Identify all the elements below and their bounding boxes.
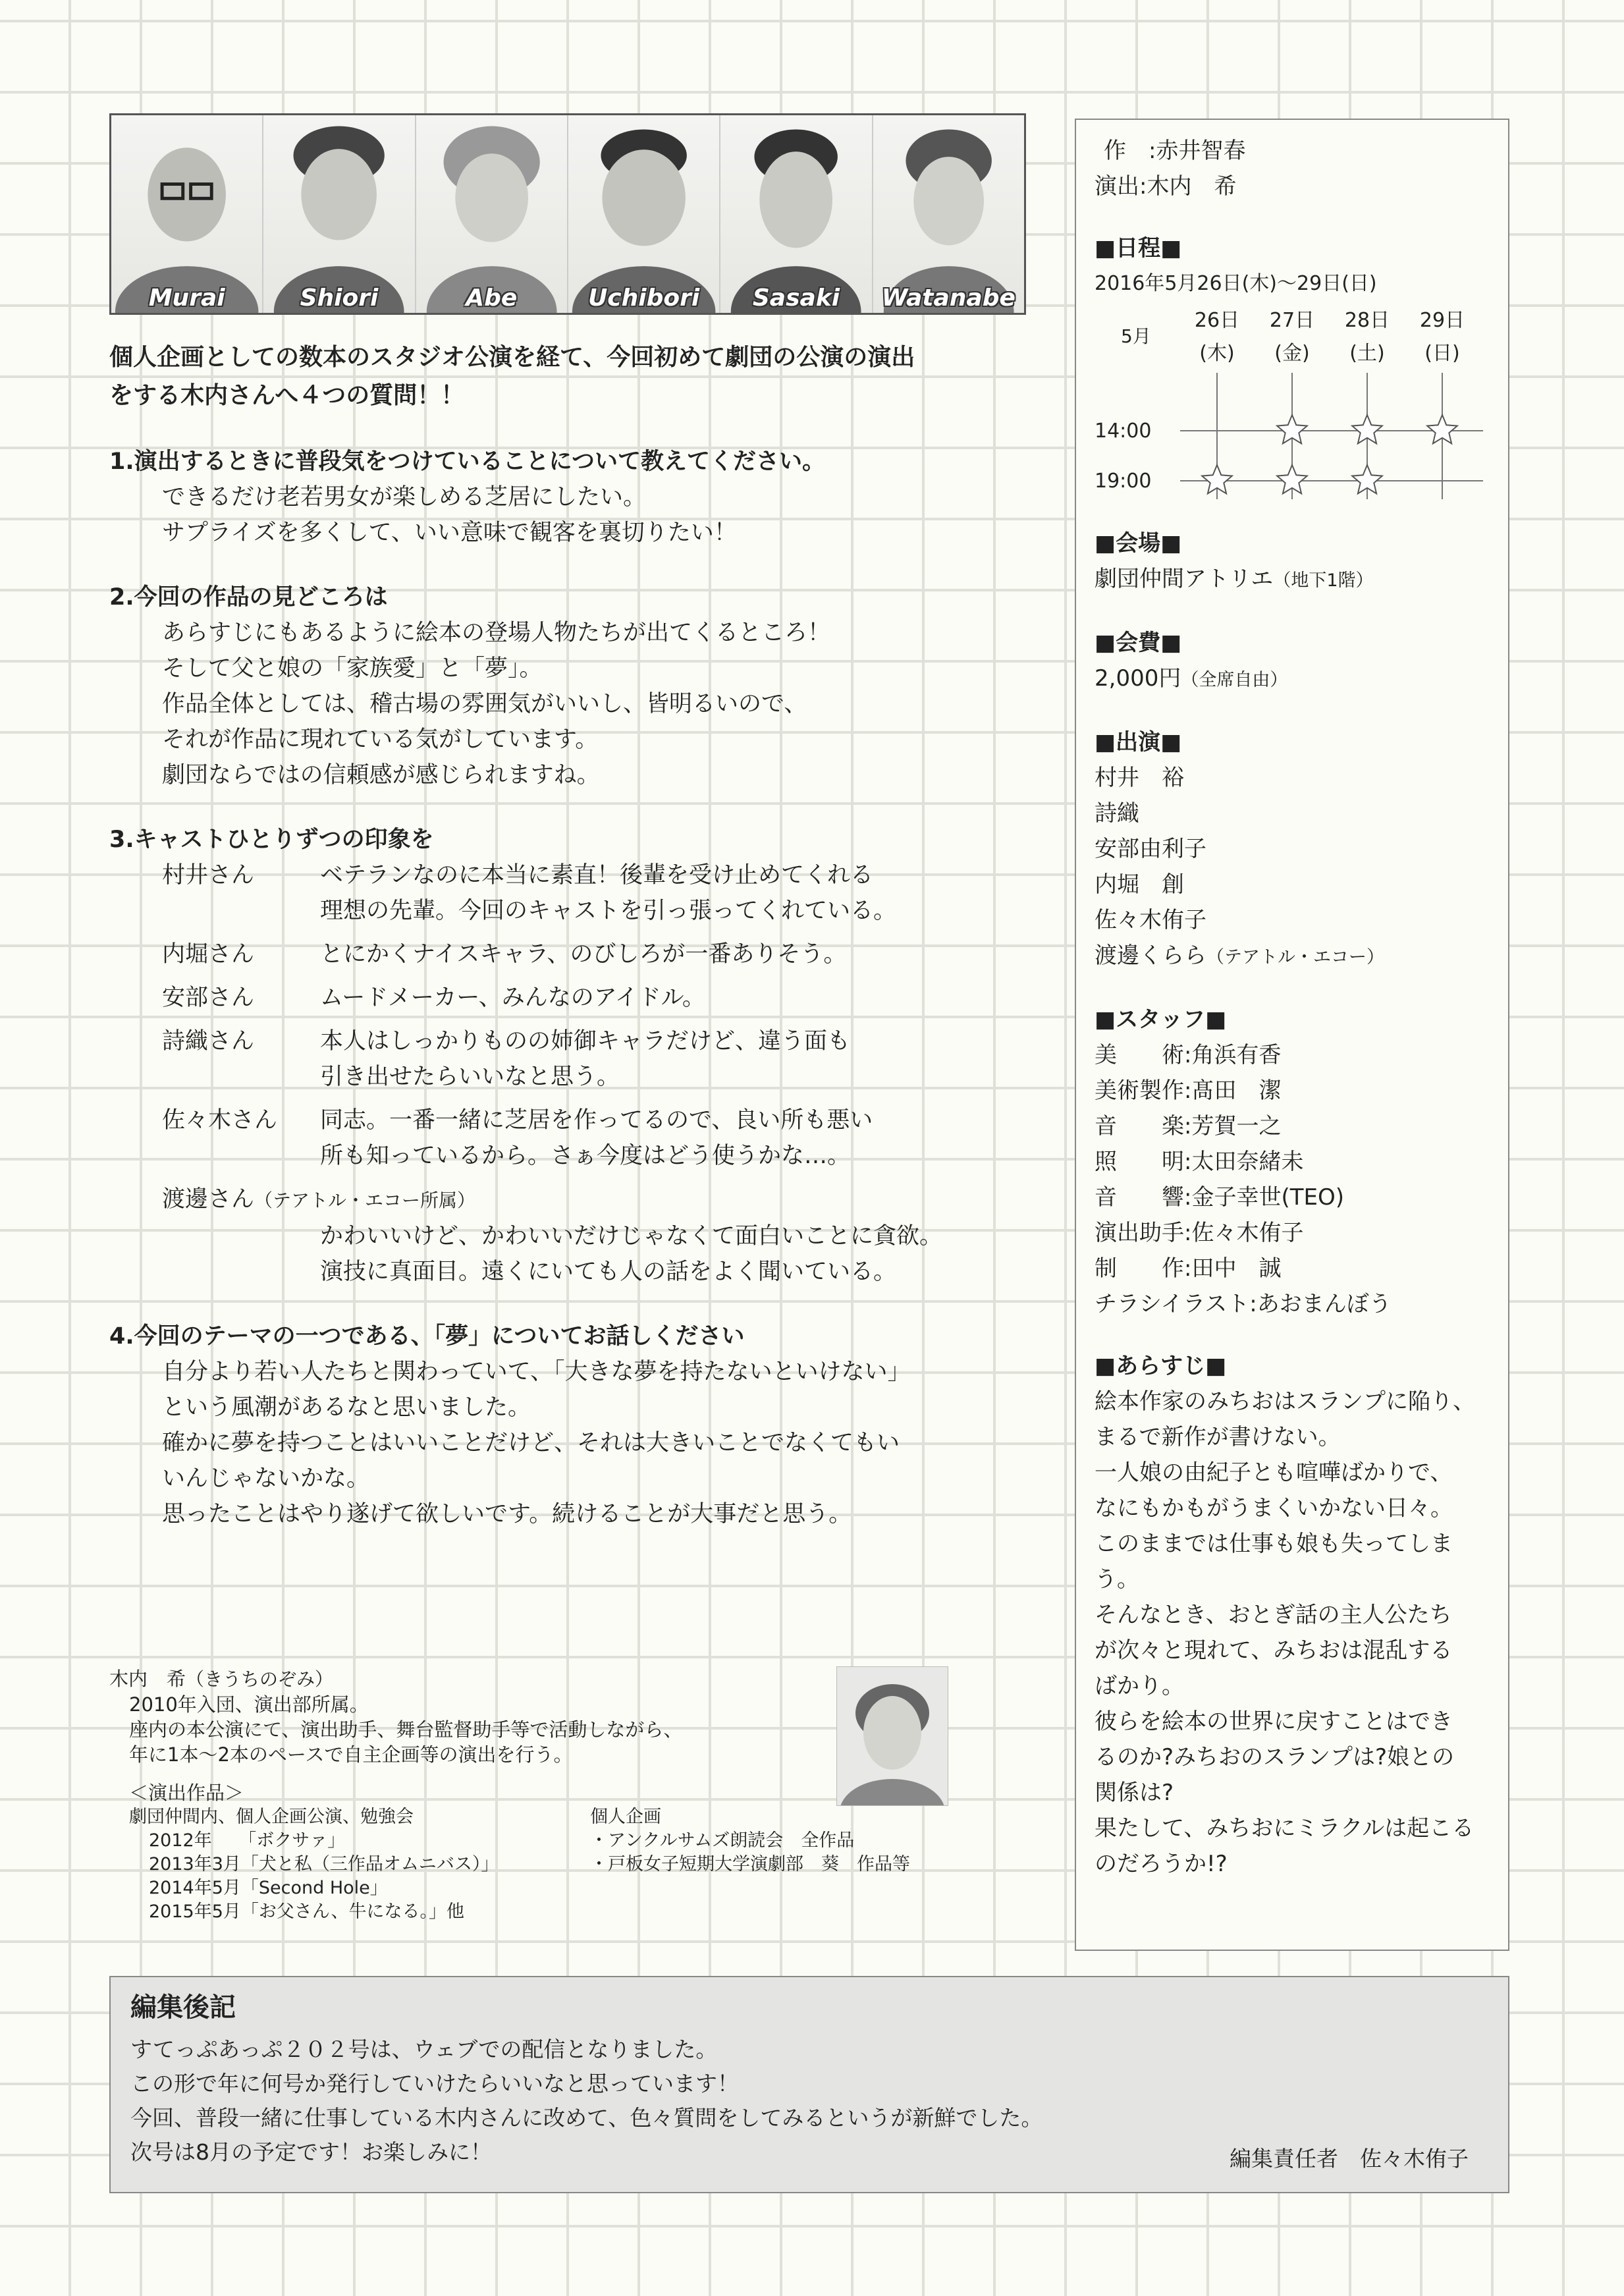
cast-impression xyxy=(109,1024,1031,1095)
schedule-time: 14:00 xyxy=(1095,420,1152,443)
answer-line: 確かに夢を持つことはいいことだけど、それは大きいことでなくてもい xyxy=(162,1430,900,1456)
answer-line: それが作品に現れている気がしています。 xyxy=(162,726,599,753)
cast-impression-line: とにかくナイスキャラ、のびしろが一番ありそう。 xyxy=(320,941,847,968)
works-list xyxy=(109,1805,965,1924)
works-item: 2013年3月「犬と私（三作品オムニバス）」 xyxy=(149,1854,499,1874)
fee-heading: ■会費■ xyxy=(1095,630,1182,656)
fee-note: （全席自由） xyxy=(1181,670,1288,690)
schedule-range: 2016年5月26日(木)〜29日(日) xyxy=(1095,272,1377,295)
portrait-name: Watanabe xyxy=(881,285,1015,312)
answer-line: できるだけ老若男女が楽しめる芝居にしたい。 xyxy=(162,484,647,510)
staff-credit: 美 術:角浜有香 xyxy=(1095,1042,1282,1068)
synopsis-line: このままでは仕事も娘も失ってしま xyxy=(1095,1531,1453,1557)
schedule-day-weekday: (日) xyxy=(1424,342,1460,365)
answer-line: そして父と娘の「家族愛」と「夢」。 xyxy=(162,655,543,682)
schedule-heading: ■日程■ xyxy=(1095,235,1182,261)
cast-impression-line: かわいいけど、かわいいだけじゃなくて面白いことに貪欲。 xyxy=(320,1223,943,1249)
cast-impression-name: 村井さん xyxy=(162,862,255,888)
cast-impression-line: 同志。一番一緒に芝居を作ってるので、良い所も悪い xyxy=(320,1107,873,1134)
cast-impression xyxy=(109,858,1031,929)
cast-impression-name: 佐々木さん xyxy=(162,1107,278,1134)
cast-member: 渡邊くらら xyxy=(1095,943,1206,969)
editors-note-line: 次号は8月の予定です！お楽しみに！ xyxy=(130,2139,492,2165)
portrait-face-icon xyxy=(111,115,262,313)
cast-impression-line: 本人はしっかりものの姉御キャラだけど、違う面も xyxy=(320,1028,851,1054)
cast-impression-line: ベテランなのに本当に素直！後輩を受け止めてくれる xyxy=(320,862,874,888)
synopsis-line: が次々と現れて、みちおは混乱する xyxy=(1095,1637,1453,1664)
staff-credit: 演出助手:佐々木侑子 xyxy=(1095,1220,1304,1246)
profile-bio-line: 2010年入団、演出部所属。 xyxy=(129,1693,369,1716)
synopsis-line: 一人娘の由紀子とも喧嘩ばかりで、 xyxy=(1095,1460,1453,1486)
portrait-watanabe xyxy=(873,115,1024,313)
profile-bio-line: 年に1本〜2本のペースで自主企画等の演出を行う。 xyxy=(129,1743,573,1766)
fee-line xyxy=(1095,661,1490,698)
venue-note: （地下1階） xyxy=(1273,570,1374,591)
answer-line: という風潮があるなと思いました。 xyxy=(162,1394,531,1421)
synopsis-text xyxy=(1095,1384,1490,1882)
author-credit: 作 :赤井智春 xyxy=(1104,138,1246,164)
answer-line: 作品全体としては、稽古場の雰囲気がいいし、皆明るいので、 xyxy=(162,691,807,717)
cast-impression-line: 所も知っているから。さぁ今度はどう使うかな…。 xyxy=(320,1143,851,1169)
schedule-month: 5月 xyxy=(1121,325,1151,347)
portrait-face-icon xyxy=(416,115,567,313)
synopsis-line: そんなとき、おとぎ話の主人公たち xyxy=(1095,1602,1452,1628)
cast-impression-name: 渡邊さん xyxy=(162,1186,255,1213)
synopsis-line: 果たして、みちおにミラクルは起こる xyxy=(1095,1815,1475,1842)
schedule-day-date: 27日 xyxy=(1269,309,1315,332)
cast-impression-watanabe-heading xyxy=(109,1182,1031,1218)
affiliation-note: （テアトル・エコー） xyxy=(1206,947,1384,968)
synopsis-line: ばかり。 xyxy=(1095,1673,1184,1699)
synopsis-line: 絵本作家のみちおはスランプに陥り、 xyxy=(1095,1388,1475,1415)
portrait-shiori xyxy=(263,115,416,313)
cast-member-last xyxy=(1095,938,1490,975)
cast-member: 内堀 創 xyxy=(1095,871,1184,898)
works-item: 個人企画 xyxy=(590,1807,661,1827)
cast-impression-name: 安部さん xyxy=(162,985,255,1011)
portrait-abe xyxy=(416,115,568,313)
cast-photo-strip xyxy=(109,113,1026,315)
cast-impression xyxy=(109,937,1031,972)
interview-column xyxy=(109,339,1031,1532)
works-item: ・戸板女子短期大学演劇部 葵 作品等 xyxy=(590,1854,910,1874)
answer-line: 自分より若い人たちと関わっていて、「大きな夢を持たないといけない」 xyxy=(162,1359,911,1385)
cast-member: 詩織 xyxy=(1095,800,1139,827)
venue-line xyxy=(1095,561,1490,599)
portrait-name: Sasaki xyxy=(752,285,840,312)
works-item: 2012年 「ボクサァ」 xyxy=(149,1830,346,1851)
intro-line: 個人企画としての数本のスタジオ公演を経て、今回初めて劇団の公演の演出 xyxy=(109,344,915,371)
schedule-grid xyxy=(1095,302,1490,499)
portrait-name: Uchibori xyxy=(588,285,700,312)
staff-credit: チラシイラスト:あおまんぼう xyxy=(1095,1291,1392,1317)
cast-impression-line: 引き出せたらいいなと思う。 xyxy=(320,1064,620,1090)
cast-impression-line: 理想の先輩。今回のキャストを引っ張ってくれている。 xyxy=(320,898,897,924)
synopsis-heading: ■あらすじ■ xyxy=(1095,1353,1227,1379)
editors-note-line: すてっぷあっぷ２０２号は、ウェブでの配信となりました。 xyxy=(130,2036,718,2062)
schedule-day-date: 29日 xyxy=(1419,309,1465,332)
portrait-name: Murai xyxy=(148,285,225,312)
cast-impression xyxy=(109,1103,1031,1174)
venue: 劇団仲間アトリエ xyxy=(1095,566,1274,592)
fee: 2,000円 xyxy=(1095,665,1181,692)
schedule-grid-chart xyxy=(1095,302,1490,499)
staff-credit: 美術製作:髙田 潔 xyxy=(1095,1078,1282,1104)
profile-name: 木内 希 xyxy=(109,1668,186,1690)
portrait-face-icon xyxy=(568,115,719,313)
works-item: 2015年5月「お父さん、牛になる。」他 xyxy=(149,1901,465,1922)
staff-credit: 照 明:太田奈緒未 xyxy=(1095,1149,1304,1175)
portrait-name: Shiori xyxy=(300,285,379,312)
affiliation-note: （テアトル・エコー所属） xyxy=(254,1189,476,1211)
synopsis-line: う。 xyxy=(1095,1566,1139,1593)
cast-impression-line: 演技に真面目。遠くにいても人の話をよく聞いている。 xyxy=(320,1259,897,1285)
cast-heading: ■出演■ xyxy=(1095,729,1182,755)
portrait-name: Abe xyxy=(466,285,518,312)
answer-line: あらすじにもあるように絵本の登場人物たちが出てくるところ！ xyxy=(162,620,831,646)
portrait-face-icon xyxy=(263,115,414,313)
director-credit: 演出:木内 希 xyxy=(1095,173,1237,200)
staff-credit: 制 作:田中 誠 xyxy=(1095,1255,1282,1282)
staff-heading: ■スタッフ■ xyxy=(1095,1006,1227,1033)
schedule-day-weekday: (木) xyxy=(1199,342,1235,365)
works-column-left xyxy=(109,1805,590,1924)
synopsis-line: 関係は? xyxy=(1095,1780,1174,1806)
cast-impression-name: 内堀さん xyxy=(162,941,255,968)
director-photo xyxy=(836,1666,948,1806)
schedule-day-date: 26日 xyxy=(1194,309,1240,332)
editors-note-line: この形で年に何号か発行していけたらいいなと思っています！ xyxy=(130,2071,739,2096)
works-item: ・アンクルサムズ朗読会 全作品 xyxy=(590,1830,855,1851)
synopsis-line: るのか?みちおのスランプは?娘との xyxy=(1095,1744,1455,1770)
cast-impression xyxy=(109,980,1031,1016)
question-4-title: 4.今回のテーマの一つである、「夢」についてお話しください xyxy=(109,1323,745,1350)
answer-line: いんじゃないかな。 xyxy=(162,1465,370,1492)
synopsis-line: まるで新作が書けない。 xyxy=(1095,1424,1341,1450)
performance-info-sidebar xyxy=(1075,119,1509,1951)
answer-line: サプライズを多くして、いい意味で観客を裏切りたい！ xyxy=(162,520,737,546)
question-2-title: 2.今回の作品の見どころは xyxy=(109,584,388,611)
intro-heading xyxy=(109,339,1031,415)
synopsis-line: 彼らを絵本の世界に戻すことはでき xyxy=(1095,1708,1453,1735)
editors-note-title: 編集後記 xyxy=(130,1992,236,2023)
portrait-uchibori xyxy=(568,115,720,313)
profile-reading: （きうちのぞみ） xyxy=(186,1668,334,1690)
staff-credit: 音 楽:芳賀一之 xyxy=(1095,1113,1282,1139)
portrait-murai xyxy=(111,115,263,313)
schedule-time: 19:00 xyxy=(1095,470,1152,493)
works-heading: ＜演出作品＞ xyxy=(129,1782,244,1804)
works-column-right xyxy=(590,1805,910,1924)
portrait-face-icon xyxy=(873,115,1024,313)
profile-bio-line: 座内の本公演にて、演出助手、舞台監督助手等で活動しながら、 xyxy=(129,1718,683,1741)
editors-note-line: 今回、普段一緒に仕事している木内さんに改めて、色々質問をしてみるというが新鮮でした。 xyxy=(130,2105,1043,2131)
cast-impression-line: ムードメーカー、みんなのアイドル。 xyxy=(320,985,705,1011)
schedule-day-weekday: (金) xyxy=(1274,342,1310,365)
synopsis-line: のだろうか!? xyxy=(1095,1851,1228,1877)
editor-signature: 編集責任者 佐々木侑子 xyxy=(1230,2146,1469,2172)
question-1-title: 1.演出するときに普段気をつけていることについて教えてください。 xyxy=(109,449,825,475)
portrait-sasaki xyxy=(720,115,873,313)
cast-member: 佐々木侑子 xyxy=(1095,907,1206,933)
cast-member: 村井 裕 xyxy=(1095,765,1184,791)
question-3-title: 3.キャストひとりずつの印象を xyxy=(109,827,434,853)
editors-note xyxy=(109,1976,1509,2193)
answer-line: 劇団ならではの信頼感が感じられますね。 xyxy=(162,762,600,788)
answer-line: 思ったことはやり遂げて欲しいです。続けることが大事だと思う。 xyxy=(162,1501,852,1527)
cast-impression-name: 詩織さん xyxy=(162,1028,255,1054)
schedule-day-date: 28日 xyxy=(1344,309,1390,332)
schedule-day-weekday: (土) xyxy=(1349,342,1385,365)
staff-credit: 音 響:金子幸世(TEO) xyxy=(1095,1184,1344,1211)
synopsis-line: なにもかもがうまくいかない日々。 xyxy=(1095,1495,1453,1521)
cast-member: 安部由利子 xyxy=(1095,836,1206,862)
works-item: 2014年5月「Second Hole」 xyxy=(149,1878,388,1898)
portrait-face-icon xyxy=(720,115,871,313)
intro-line: をする木内さんへ４つの質問！！ xyxy=(109,382,465,409)
venue-heading: ■会場■ xyxy=(1095,530,1182,557)
works-item: 劇団仲間内、個人企画公演、勉強会 xyxy=(129,1807,414,1827)
portrait-face-icon xyxy=(837,1667,948,1805)
